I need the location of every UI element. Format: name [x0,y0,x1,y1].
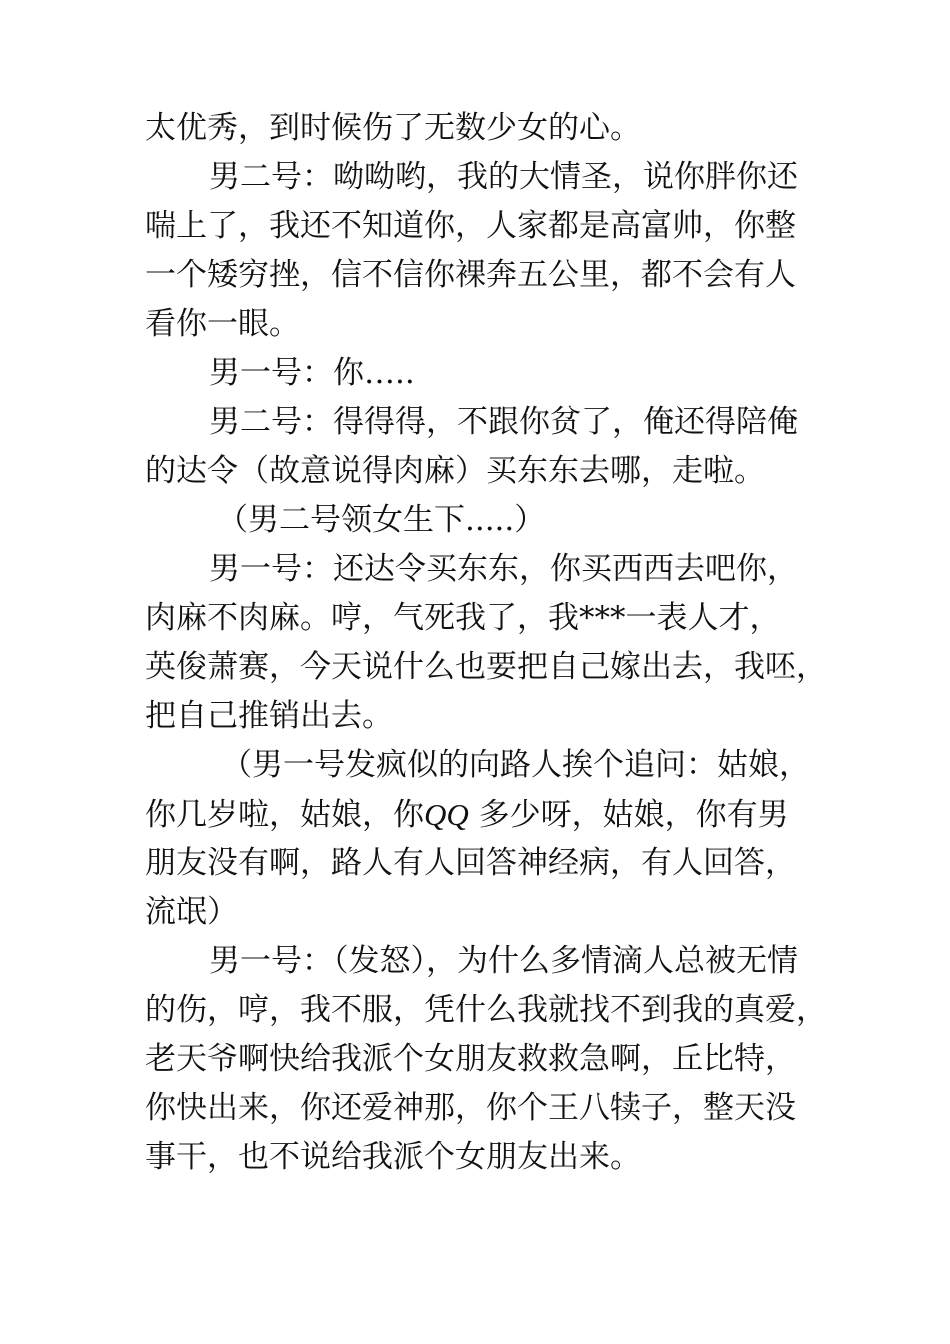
text-line: 喘上了，我还不知道你，人家都是高富帅，你整 [145,208,796,244]
text-line: 肉麻不肉麻。哼，气死我了，我***一表人才， [145,600,781,636]
stage-direction-line: （男二号领女生下.....） [217,502,546,538]
text-line: 的伤，哼，我不服，凭什么我就找不到我的真爱， [145,992,827,1028]
document-body [145,104,835,1182]
stage-direction-line: （男一号发疯似的向路人挨个追问：姑娘， [221,747,810,783]
qq-text: QQ [424,797,469,832]
dialogue-line: 男一号：（发怒），为什么多情滴人总被无情 [209,943,798,979]
text-line [145,790,835,839]
text-line: 看你一眼。 [145,306,300,342]
dialogue-line: 男二号：得得得，不跟你贫了，俺还得陪俺 [209,404,798,440]
text-line: 你快出来，你还爱神那，你个王八犊子，整天没 [145,1090,796,1126]
dialogue-line: 男一号：你….. [209,355,415,391]
text-line: 把自己推销出去。 [145,698,393,734]
text-line: 太优秀，到时候伤了无数少女的心。 [145,110,641,146]
dialogue-line: 男二号：呦呦哟，我的大情圣，说你胖你还 [209,159,798,195]
text-line: 一个矮穷挫，信不信你裸奔五公里，都不会有人 [145,257,796,293]
text-line: 朋友没有啊，路人有人回答神经病，有人回答， [145,845,796,881]
text-line: 老天爷啊快给我派个女朋友救救急啊，丘比特， [145,1041,796,1077]
text-segment: 多少呀，姑娘，你有男 [468,797,789,833]
text-segment: 你几岁啦，姑娘，你 [145,797,424,833]
text-line: 流氓） [145,894,238,930]
text-line: 的达令（故意说得肉麻）买东东去哪，走啦。 [145,453,765,489]
dialogue-line: 男一号：还达令买东东，你买西西去吧你， [209,551,798,587]
text-line: 事干，也不说给我派个女朋友出来。 [145,1139,641,1175]
text-line: 英俊萧赛，今天说什么也要把自己嫁出去，我呸， [145,649,827,685]
